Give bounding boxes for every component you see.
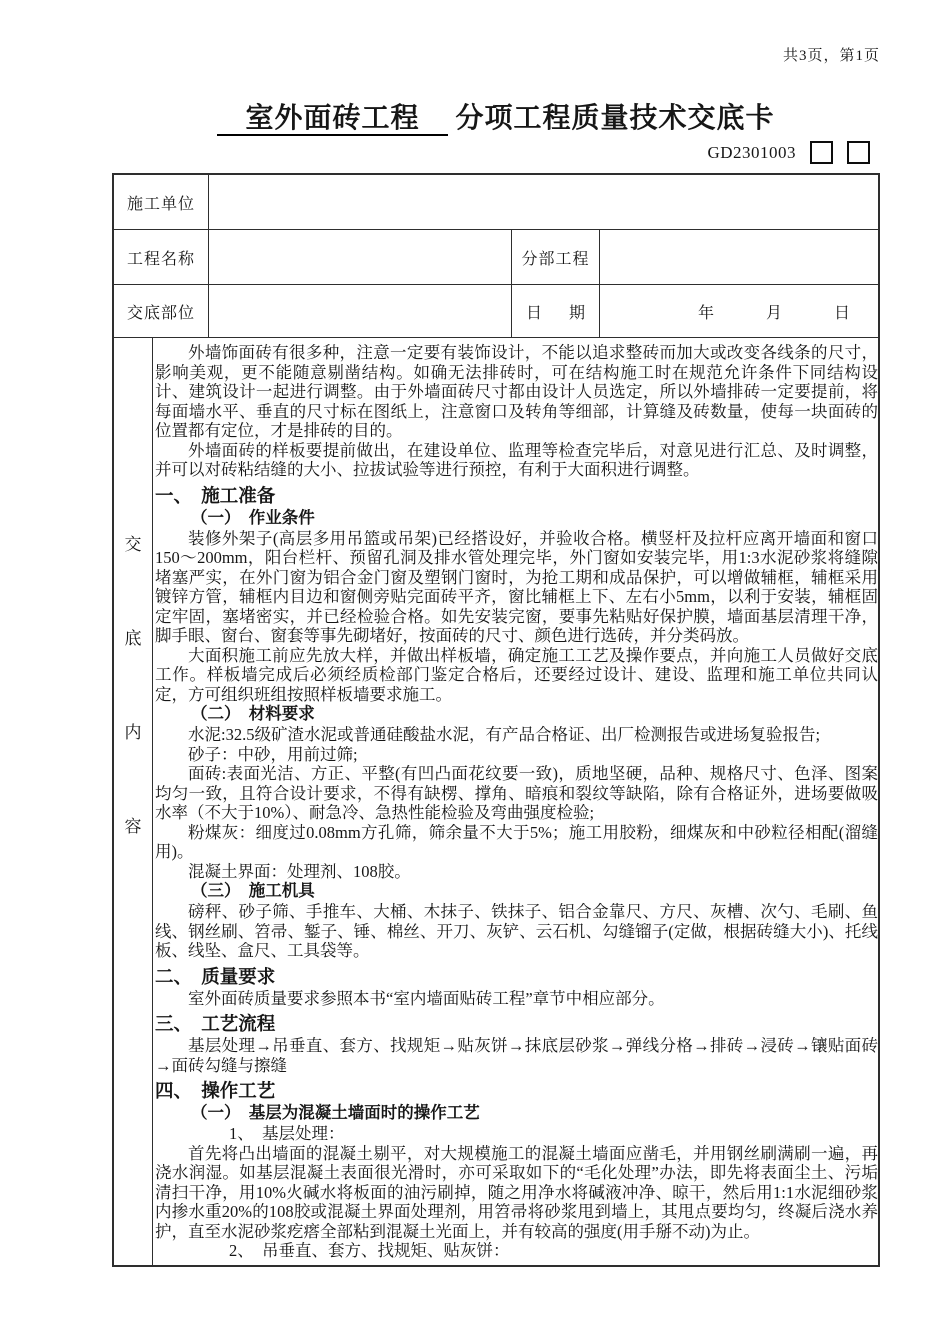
project-name-row	[114, 229, 878, 284]
side-label-char: 容	[124, 817, 142, 836]
disclosure-content-side-label	[114, 338, 152, 1265]
date-label	[511, 285, 599, 337]
year-label: 年	[698, 304, 715, 322]
subsection-heading: （三） 施工机具	[191, 882, 315, 900]
section-heading: 一、 施工准备	[155, 484, 276, 506]
section-heading: 三、 工艺流程	[155, 1013, 276, 1034]
content-paragraph: 外墙饰面砖有很多种，注意一定要有装饰设计，不能以追求整砖而加大或改变各线条的尺寸，影响美观，更不能随意剔凿结构。如确无法排砖时，可在结构施工时在规范允许条件下同结构设计、建筑设计一起进行调整。由于外墙面砖尺寸都由设计人员选定，所以外墙排砖一定要提前，将每面墙水平、垂直的尺寸标在图纸上，注意窗口及转角等细部，计算缝及砖数量，使每一块面砖的位置都有定位，才是排砖的目的。	[155, 343, 878, 440]
content-paragraph: 面砖:表面光洁、方正、平整(有凹凸面花纹要一致)，质地坚硬，品种、规格尺寸、色泽、图案均匀一致，且符合设计要求，不得有缺楞、撑角、暗痕和裂纹等缺陷，除有合格证外，进场要做吸水率（不大于10%）、耐急冷、急热性能检验及弯曲强度检验;	[155, 764, 878, 822]
subsection-heading: （二） 材料要求	[191, 705, 315, 723]
disclosure-part-value[interactable]	[208, 285, 511, 337]
code-checkbox-1[interactable]	[810, 141, 833, 164]
title-underlined-part: 室外面砖工程	[217, 102, 447, 136]
form-code-row	[112, 141, 880, 164]
content-paragraph: 砂子：中砂，用前过筛;	[188, 744, 358, 764]
side-label-char: 交	[124, 535, 142, 554]
content-paragraph: 水泥:32.5级矿渣水泥或普通硅酸盐水泥，有产品合格证、出厂检测报告或进场复验报告;	[188, 725, 821, 744]
disclosure-content-body	[152, 338, 878, 1265]
date-label-char: 期	[568, 304, 585, 322]
content-paragraph: 磅秤、砂子筛、手推车、大桶、木抹子、铁抹子、铝合金靠尺、方尺、灰槽、次勺、毛刷、鱼线、钢丝刷、笤帚、錾子、锤、棉丝、开刀、灰铲、云石机、勾缝镏子(定做，根据砖缝大小)、托线板、线坠、盒尺、工具袋等。	[155, 902, 878, 960]
content-paragraph: 室外面砖质量要求参照本书“室内墙面贴砖工程”章节中相应部分。	[188, 988, 665, 1008]
content-paragraph: 粉煤灰：细度过0.08mm方孔筛，筛余量不大于5%；施工用胶粉，细煤灰和中砂粒径相配(溜缝用)。	[155, 822, 878, 861]
date-label-char: 日	[526, 304, 543, 322]
content-paragraph: 基层处理→吊垂直、套方、找规矩→贴灰饼→抹底层砂浆→弹线分格→排砖→浸砖→镶贴面砖→面砖勾缝与擦缝	[155, 1036, 878, 1075]
month-label: 月	[765, 304, 782, 322]
disclosure-content-row	[114, 337, 878, 1265]
side-label-char: 底	[124, 629, 142, 648]
project-name-value[interactable]	[208, 230, 511, 284]
disclosure-part-row	[114, 284, 878, 337]
section-heading: 二、 质量要求	[155, 965, 276, 987]
construction-unit-row	[114, 175, 878, 229]
content-paragraph: 外墙面砖的样板要提前做出，在建设单位、监理等检查完毕后，对意见进行汇总、及时调整，并可以对砖粘结缝的大小、拉拔试验等进行预控，有利于大面积进行调整。	[155, 440, 878, 479]
date-value[interactable]	[599, 285, 878, 337]
code-checkbox-2[interactable]	[847, 141, 870, 164]
numbered-item: 2、 吊垂直、套方、找规矩、贴灰饼：	[229, 1241, 510, 1260]
title-rest-part: 分项工程质量技术交底卡	[455, 102, 775, 133]
content-paragraph: 混凝土界面：处理剂、108胶。	[188, 861, 411, 881]
content-paragraph: 装修外架子(高层多用吊篮或吊架)已经搭设好，并验收合格。横竖杆及拉杆应离开墙面和窗口150～200mm，阳台栏杆、预留孔洞及排水管处理完毕，外门窗如安装完毕，用1:3水泥砂浆将缝隙堵塞严实，在外门窗为铝合金门窗及塑钢门窗时，为抢工期和成品保护，可以增做辅框，辅框采用镀锌方管，辅框内目边和窗侧旁贴完面砖平齐，窗比辅框上下、左右小5mm，以利于安装，辅框固定牢固，塞堵密实，并已经检验合格。如先安装完窗，要事先粘贴好保护膜，墙面基层清理干净，脚手眼、窗台、窗套等事先砌堵好，按面砖的尺寸、颜色进行选砖，并分类码放。	[155, 528, 878, 645]
day-label: 日	[833, 304, 850, 322]
construction-unit-value[interactable]	[208, 175, 878, 229]
disclosure-card-table	[112, 173, 880, 1267]
division-value[interactable]	[599, 230, 878, 284]
document-title	[112, 96, 880, 136]
content-paragraph: 首先将凸出墙面的混凝土剔平，对大规模施工的混凝土墙面应凿毛，并用钢丝刷满刷一遍，再浇水润湿。如基层混凝土表面很光滑时，亦可采取如下的“毛化处理”办法，即先将表面尘土、污垢清扫干净，用10%火碱水将板面的油污刷掉，随之用净水将碱液冲净、晾干，然后用1:1水泥细砂浆内掺水重20%的108胶或混凝土界面处理剂，用笤帚将砂浆甩到墙上，其甩点要均匀，终凝后浇水养护，直至水泥砂浆疙瘩全部粘到混凝土光面上，并有较高的强度(用手掰不动)为止。	[155, 1143, 878, 1241]
page-number: 共3页，第1页	[782, 48, 880, 64]
disclosure-part-label: 交底部位	[126, 304, 195, 322]
content-paragraph: 大面积施工前应先放大样，并做出样板墙，确定施工工艺及操作要点，并向施工人员做好交底工作。样板墙完成后必须经质检部门鉴定合格后，还要经过设计、建设、监理和施工单位共同认定，方可组织班组按照样板墙要求施工。	[155, 645, 878, 704]
form-code: GD2301003	[707, 142, 796, 162]
side-label-char: 内	[124, 723, 142, 742]
subsection-heading: （一） 基层为混凝土墙面时的操作工艺	[191, 1104, 480, 1122]
division-label: 分部工程	[511, 230, 599, 284]
project-name-label: 工程名称	[126, 250, 195, 268]
construction-unit-label: 施工单位	[126, 195, 195, 213]
numbered-item: 1、 基层处理：	[229, 1124, 345, 1143]
section-heading: 四、 操作工艺	[155, 1080, 276, 1101]
subsection-heading: （一） 作业条件	[191, 508, 315, 527]
